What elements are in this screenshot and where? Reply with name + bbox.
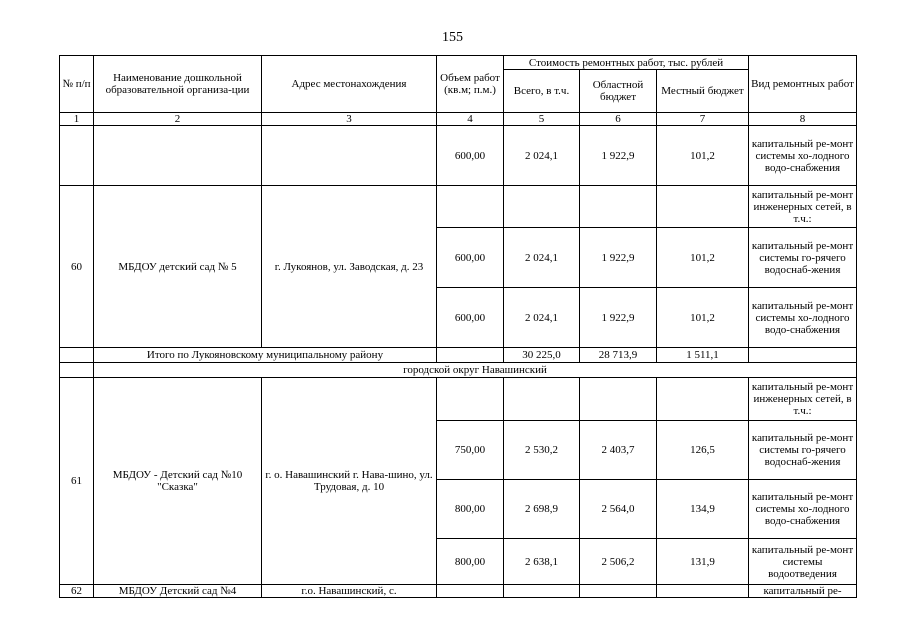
header-volume: Объем работ (кв.м; п.м.)	[437, 56, 504, 113]
table-row: 600,00 2 024,1 1 922,9 101,2 капитальный ре-монт системы хо-лодного водо-снабжения	[60, 288, 857, 348]
index-row: 1 2 3 4 5 6 7 8	[60, 113, 857, 126]
table-row: 62 МБДОУ Детский сад №4 г.о. Навашинский, с. капитальный ре-	[60, 585, 857, 598]
organization-name: МБДОУ детский сад № 5	[94, 186, 262, 348]
organization-address: г.о. Навашинский, с.	[262, 585, 437, 598]
district-row	[60, 363, 857, 378]
organization-address: г. Лукоянов, ул. Заводская, д. 23	[262, 186, 437, 348]
header-work-type: Вид ремонтных работ	[749, 56, 857, 113]
header-local: Местный бюджет	[657, 70, 749, 113]
organization-name: МБДОУ - Детский сад №10 "Сказка"	[94, 378, 262, 585]
table-row: 750,00 2 530,2 2 403,7 126,5 капитальный ре-монт системы го-рячего водоснаб-жения	[60, 421, 857, 480]
header-regional: Областной бюджет	[580, 70, 657, 113]
header-total: Всего, в т.ч.	[504, 70, 580, 113]
table-row: 800,00 2 638,1 2 506,2 131,9 капитальный ре-монт системы водоотведения	[60, 539, 857, 585]
header-no: № п/п	[60, 56, 94, 113]
organization-name: МБДОУ Детский сад №4	[94, 585, 262, 598]
district-label: городской округ Навашинский	[94, 363, 857, 378]
table-row: 61 МБДОУ - Детский сад №10 "Сказка" г. о. Навашинский г. Нава-шино, ул. Трудовая, д. 10 капитальный ре-монт инженерных сетей, в т.ч.:	[60, 378, 857, 421]
header-address: Адрес местонахождения	[262, 56, 437, 113]
table-row: 60 МБДОУ детский сад № 5 г. Лукоянов, ул. Заводская, д. 23 капитальный ре-монт инженерных сетей, в т.ч.:	[60, 186, 857, 228]
organization-address: г. о. Навашинский г. Нава-шино, ул. Трудовая, д. 10	[262, 378, 437, 585]
header-name: Наименование дошкольной образовательной организа-ции	[94, 56, 262, 113]
table-row: 800,00 2 698,9 2 564,0 134,9 капитальный ре-монт системы хо-лодного водо-снабжения	[60, 480, 857, 539]
table-row: 600,00 2 024,1 1 922,9 101,2 капитальный ре-монт системы хо-лодного водо-снабжения	[60, 126, 857, 186]
table-row: 600,00 2 024,1 1 922,9 101,2 капитальный ре-монт системы го-рячего водоснаб-жения	[60, 228, 857, 288]
row-number: 61	[60, 378, 94, 585]
row-number: 62	[60, 585, 94, 598]
repair-works-table	[59, 55, 857, 598]
page-number: 155	[442, 30, 463, 45]
header-cost-group: Стоимость ремонтных работ, тыс. рублей	[504, 56, 749, 70]
subtotal-label: Итого по Лукояновскому муниципальному району	[94, 348, 437, 363]
row-number: 60	[60, 186, 94, 348]
subtotal-row: Итого по Лукояновскому муниципальному району 30 225,0 28 713,9 1 511,1	[60, 348, 857, 363]
